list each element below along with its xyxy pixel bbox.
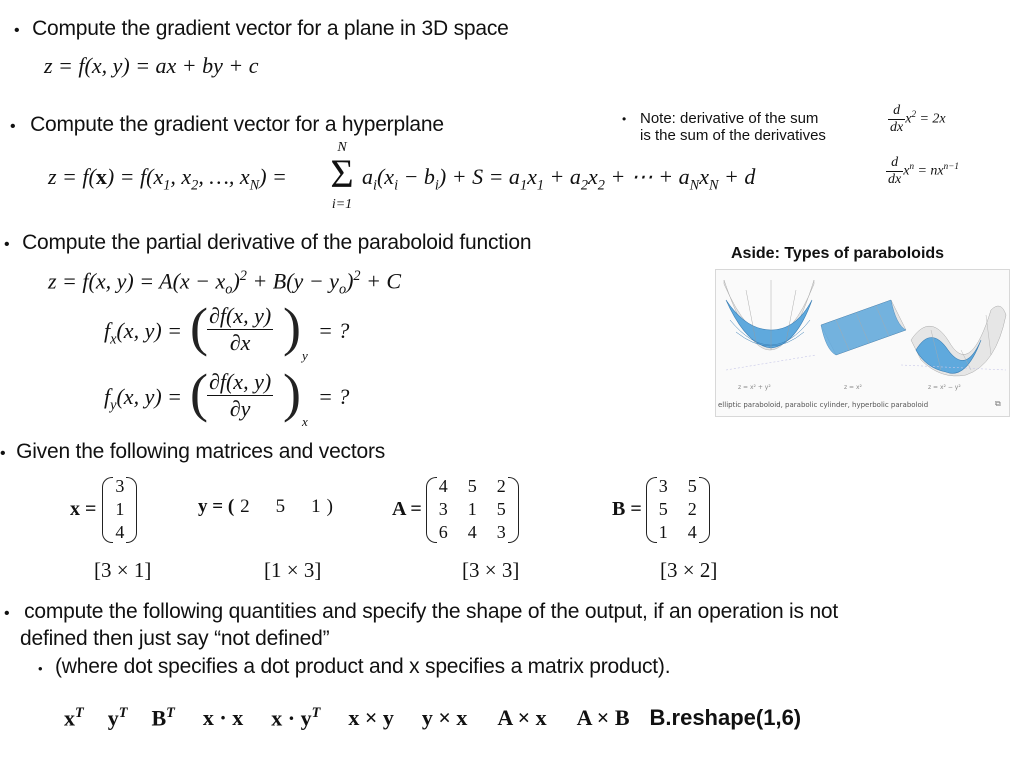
quantities-row — [64, 705, 801, 731]
a-cell: 3 — [438, 499, 448, 519]
paraboloid-label-1: z = x² + y² — [738, 384, 771, 391]
b-cell: 2 — [687, 499, 697, 519]
x-cell: 3 — [115, 476, 125, 496]
matrix-b-label: B = — [612, 498, 642, 520]
fy-fraction: $\frac{\partial f(x, y)}{\partial y}$ — [209, 369, 272, 421]
paraboloid-image — [716, 270, 1009, 416]
bullet-2: • Compute the gradient vector for a hyperplane — [10, 113, 444, 136]
fy-paren-left: ( — [190, 363, 208, 423]
a-cell: 2 — [496, 476, 506, 496]
y-cell: 5 — [275, 496, 286, 517]
fx-paren-right: ) — [283, 297, 301, 357]
paraboloid-label-3: z = x² − y² — [928, 384, 961, 391]
x-cell: 1 — [115, 499, 125, 519]
quantity-a-times-x: A × x — [497, 705, 547, 731]
aside-title: Aside: Types of paraboloids — [731, 245, 945, 262]
plane-equation: z = f(x, y) = ax + by + c — [44, 53, 259, 78]
a-cell: 4 — [438, 476, 448, 496]
a-cell: 5 — [496, 499, 506, 519]
bullet-5-text-1: compute the following quantities and specify the shape of the output, if an operation is not — [24, 600, 839, 623]
paraboloid-equation: z = f(x, $y) = A(x - x_o)^2 + B(y - y_o)^2 + C$ — [48, 268, 402, 298]
sum-symbol: Σ — [330, 151, 354, 196]
bullet-5: • compute the following quantities and specify the shape of the output, if an operation is not — [4, 600, 839, 623]
a-cell: 5 — [467, 476, 477, 496]
bullet-6: • (where dot specifies a dot product and x specifies a matrix product). — [38, 655, 671, 678]
quantity-b-transpose: $B^T$ — [151, 705, 175, 731]
elliptic-paraboloid-shape — [724, 280, 814, 350]
bullet-1-text: Compute the gradient vector for a plane in 3D space — [32, 17, 509, 40]
b-cell: 5 — [658, 499, 668, 519]
fx-paren-left: ( — [190, 297, 208, 357]
matrix-a — [392, 476, 519, 543]
quantity-y-transpose: $y^T$ — [107, 705, 128, 731]
derivative-rule-2: $\frac{d}{dx}$ $x^n = nx^{n-1}$ — [888, 155, 959, 187]
bullet-6-text: (where dot specifies a dot product and x specifies a matrix product). — [55, 655, 671, 678]
a-cell: 1 — [467, 499, 477, 519]
b-cell: 3 — [658, 476, 668, 496]
quantity-y-times-x: y × x — [421, 705, 468, 731]
y-cell: 2 — [240, 496, 250, 517]
a-cell: 3 — [496, 522, 506, 542]
expand-icon[interactable]: ⧉ — [995, 399, 1001, 408]
bullet-2-text: Compute the gradient vector for a hyperplane — [30, 113, 444, 136]
hyperplane-sum: $a_i(x_i - b_i) + S = a_1x_1 + a_2x_2$ + ⋯ + $a_Nx_N + d$ — [362, 164, 756, 194]
b-shape: [3 × 2] — [660, 558, 718, 582]
sum-lower: i=1 — [331, 197, 353, 212]
b-cell: 5 — [687, 476, 697, 496]
bullet-1: • Compute the gradient vector for a plane in 3D space — [14, 17, 509, 40]
b-cell: 1 — [658, 522, 668, 542]
x-shape: [3 × 1] — [94, 558, 152, 582]
matrix-x-label: x = — [70, 498, 97, 520]
bullet-4: • Given the following matrices and vectors — [0, 440, 386, 463]
a-shape: [3 × 3] — [462, 558, 520, 582]
quantity-x-transpose: $x^T$ — [64, 705, 84, 731]
matrix-b — [612, 476, 710, 543]
bullet-4-text: Given the following matrices and vectors — [16, 440, 386, 463]
fy-paren-right: ) — [283, 363, 301, 423]
b-cell: 4 — [687, 522, 697, 542]
bullet-3: • Compute the partial derivative of the paraboloid function — [4, 231, 532, 254]
paraboloid-label-2: z = x² — [844, 384, 862, 391]
matrix-x — [70, 476, 137, 543]
sum-upper: N — [337, 140, 347, 155]
fy-label: $f_y(x$, y) = — [104, 384, 183, 414]
vector-y: y = ( 2 5 1 ) — [198, 496, 333, 517]
fx-result: = ? — [318, 318, 350, 343]
note-line-2: is the sum of the derivatives — [640, 127, 826, 144]
y-shape: [1 × 3] — [264, 558, 322, 582]
fy-result: = ? — [318, 384, 350, 409]
note-line-1: Note: derivative of the sum — [640, 110, 819, 127]
paraboloid-figure — [715, 269, 1010, 417]
fy-subscript: x — [302, 414, 308, 429]
bullet-3-text: Compute the partial derivative of the paraboloid function — [22, 231, 532, 254]
fx-subscript: y — [302, 348, 308, 363]
note-text — [640, 110, 826, 144]
parabolic-cylinder-shape — [821, 300, 906, 355]
a-cell: 6 — [438, 522, 448, 542]
quantity-x-dot-yt: $x \cdot y^T$ — [271, 705, 321, 731]
fx-fraction: $\frac{\partial f(x, y)}{\partial x}$ — [209, 303, 272, 355]
vector-y-label: y = ( — [198, 496, 235, 517]
fx-label: $f_x(x$, y) = — [104, 318, 183, 348]
y-cell: 1 — [311, 496, 321, 517]
quantity-x-dot-x: x · x — [202, 705, 244, 731]
bullet-5-text-2: defined then just say “not defined” — [20, 627, 330, 650]
matrix-a-label: A = — [392, 498, 422, 520]
hyperbolic-paraboloid-shape — [911, 306, 1006, 376]
x-cell: 4 — [115, 522, 125, 542]
quantity-a-times-b: A × B — [576, 705, 630, 731]
aside-caption: elliptic paraboloid, parabolic cylinder, hyperbolic paraboloid — [718, 401, 929, 409]
hyperplane-equation: $z = f(x) = f(x_1$, $x_2$, …, $x_N$) = — [48, 164, 287, 194]
quantity-x-times-y: x × y — [348, 705, 394, 731]
note-bullet: • — [622, 112, 627, 126]
a-cell: 4 — [467, 522, 477, 542]
derivative-rule-1: $\frac{d}{dx}$ $x^2 = 2x$ — [890, 103, 946, 135]
quantity-b-reshape: B.reshape(1,6) — [649, 705, 802, 731]
